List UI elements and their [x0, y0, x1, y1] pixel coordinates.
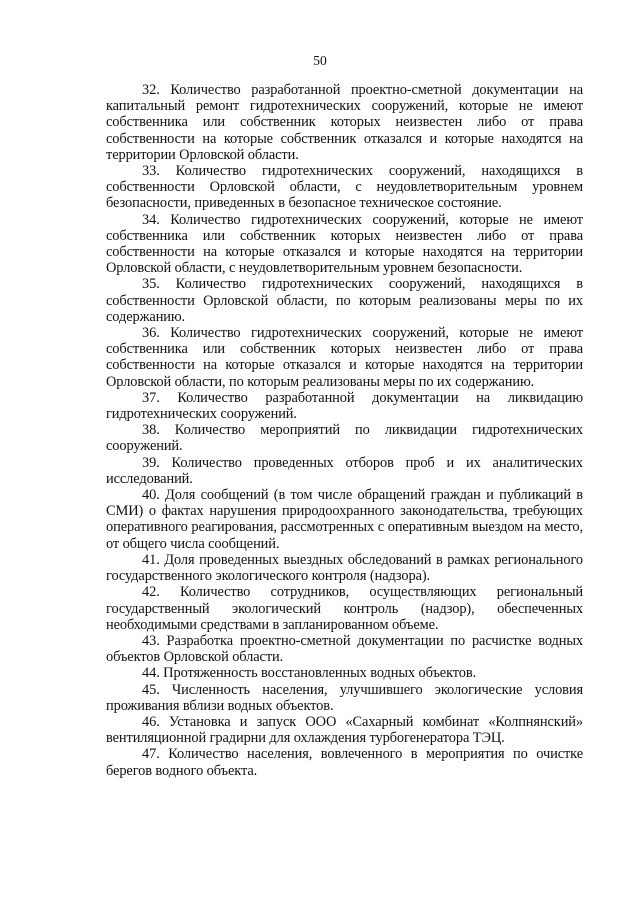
paragraph-42: 42. Количество сотрудников, осуществляющих региональный государственный экологический контроль (надзор), обеспеченных необходимыми средствами в запланированном объеме.	[106, 584, 583, 633]
paragraph-47: 47. Количество населения, вовлеченного в мероприятия по очистке берегов водного объекта.	[106, 746, 583, 779]
paragraph-44: 44. Протяженность восстановленных водных объектов.	[142, 665, 477, 682]
paragraph-37: 37. Количество разработанной документации на ликвидацию гидротехнических сооружений.	[106, 389, 583, 423]
paragraph-46: 46. Установка и запуск ООО «Сахарный комбинат «Колпнянский» вентиляционной градирни для охлаждения турбогенератора ТЭЦ.	[106, 713, 583, 747]
paragraph-32: 32. Количество разработанной проектно-сметной документации на капитальный ремонт гидротехнических сооружений, которые не имеют собственника или собственник которых неизвестен либо от права собственности на которые собственник отказался и которые находятся на территории Орловской области.	[106, 82, 583, 163]
paragraph-40: 40. Доля сообщений (в том числе обращений граждан и публикаций в СМИ) о фактах нарушения природоохранного законодательства, требующих оперативного реагирования, рассмотренных с оперативным выездом на место, от общего числа сообщений.	[106, 487, 583, 552]
paragraph-39: 39. Количество проведенных отборов проб и их аналитических исследований.	[106, 454, 583, 487]
page-number: 50	[313, 53, 327, 68]
document-body	[106, 82, 583, 779]
paragraph-36: 36. Количество гидротехнических сооружений, которые не имеют собственника или собственник которых неизвестен либо от права собственности на которые отказался и которые находятся на территории Орловской области, по которым реализованы меры по их содержанию.	[106, 325, 583, 390]
paragraph-35: 35. Количество гидротехнических сооружений, находящихся в собственности Орловской области, по которым реализованы меры по их содержанию.	[106, 276, 583, 325]
paragraph-45: 45. Численность населения, улучшившего экологические условия проживания вблизи водных объектов.	[106, 681, 583, 714]
paragraph-41: 41. Доля проведенных выездных обследований в рамках регионального государственного экологического контроля (надзора).	[106, 551, 583, 585]
paragraph-43: 43. Разработка проектно-сметной документации по расчистке водных объектов Орловской области.	[106, 632, 583, 666]
paragraph-34: 34. Количество гидротехнических сооружений, которые не имеют собственника или собственник которых неизвестен либо от права собственности на которые отказался и которые находятся на территории Орловской области, с неудовлетворительным уровнем безопасности.	[106, 211, 583, 277]
paragraph-33: 33. Количество гидротехнических сооружений, находящихся в собственности Орловской области, с неудовлетворительным уровнем безопасности, приведенных в безопасное техническое состояние.	[106, 163, 583, 212]
paragraph-38: 38. Количество мероприятий по ликвидации гидротехнических сооружений.	[106, 422, 583, 455]
